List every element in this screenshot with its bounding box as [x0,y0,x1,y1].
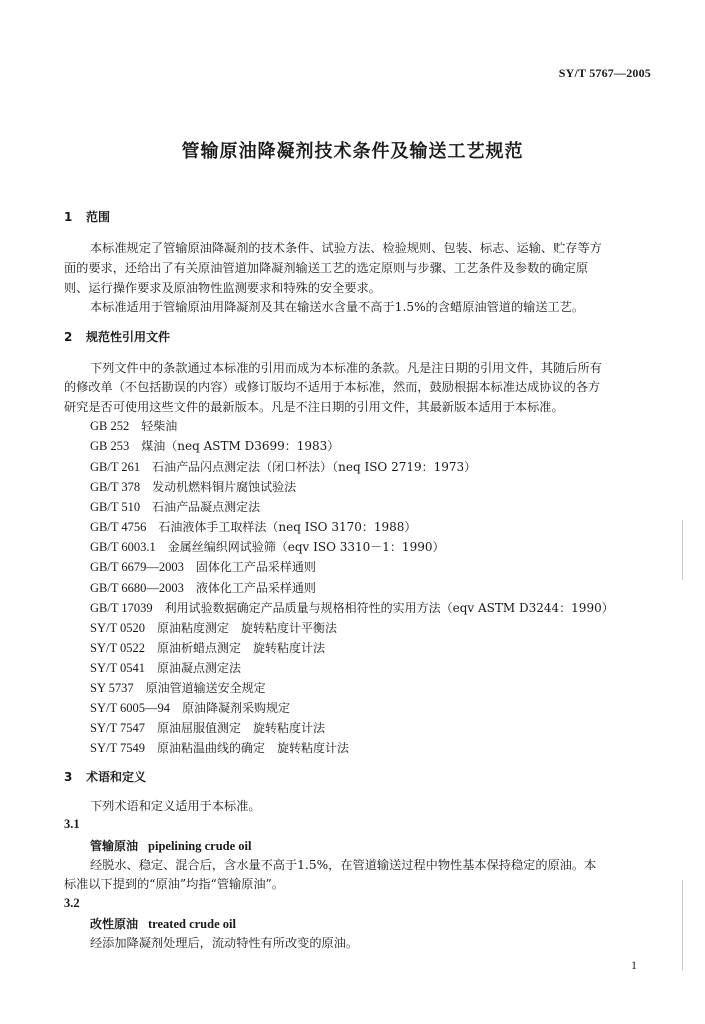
paragraph-line: 面的要求，还给出了有关原油管道加降凝剂输送工艺的选定原则与步骤、工艺条件及参数的确定原 [64,261,589,275]
paragraph-line: 下列文件中的条款通过本标准的引用而成为本标准的条款。凡是注日期的引用文件，其随后所有 [90,361,602,375]
reference-title: 原油析蜡点测定 旋转粘度计法 [157,641,326,655]
reference-item [90,639,325,656]
section-title: 规范性引用文件 [86,330,171,344]
reference-title: 原油降凝剂采购规定 [182,701,291,715]
reference-code: SY/T 7547 [90,721,145,735]
reference-code: GB/T 4756 [90,520,147,534]
reference-code: GB/T 6679—2003 [90,560,184,574]
reference-item [90,478,296,495]
reference-code: SY/T 0541 [90,661,145,675]
reference-code: SY/T 7549 [90,741,145,755]
term-heading [90,915,236,932]
reference-title: 石油产品闪点测定法（闭口杯法）（neq ISO 2719：1973） [152,460,477,474]
reference-code: SY/T 0522 [90,641,145,655]
page-number: 1 [631,958,637,972]
reference-item [90,659,241,676]
term-number: 3.1 [64,817,80,831]
standard-code: SY/T 5767—2005 [558,66,651,80]
reference-title: 发动机燃料铜片腐蚀试验法 [152,480,297,494]
reference-code: GB/T 378 [90,480,141,494]
reference-item [90,417,177,434]
reference-title: 原油粘度测定 旋转粘度计平衡法 [157,621,338,635]
section-number: 2 [64,330,73,344]
reference-title: 原油管道输送安全规定 [145,681,266,695]
reference-title: 金属丝编织网试验筛（eqv ISO 3310－1：1990） [167,540,445,554]
paragraph-line: 本标准规定了管输原油降凝剂的技术条件、试验方法、检验规则、包装、标志、运输、贮存等方 [90,241,602,255]
section-number: 1 [64,210,73,224]
paragraph-line: 标准以下提到的“原油”均指“管输原油”。 [64,877,284,891]
reference-title: 石油产品凝点测定法 [152,500,261,514]
paragraph-line: 的修改单（不包括勘误的内容）或修订版均不适用于本标准，然而，鼓励根据本标准达成协议的各方 [64,380,601,394]
reference-title: 利用试验数据确定产品质量与规格相符性的实用方法（eqv ASTM D3244：1990） [164,601,614,615]
reference-title: 轻柴油 [141,419,178,433]
section-1-heading [64,208,110,225]
reference-item [90,437,339,454]
reference-item [90,518,416,535]
reference-item [90,699,290,716]
scan-artifact [682,880,683,970]
paragraph-line: 下列术语和定义适用于本标准。 [90,799,261,813]
section-title: 术语和定义 [86,770,147,784]
section-2-heading [64,328,170,345]
reference-item [90,619,337,636]
reference-code: SY 5737 [90,681,134,695]
reference-code: SY/T 0520 [90,621,145,635]
paragraph-line: 则、运行操作要求及原油物性监测要求和特殊的安全要求。 [64,281,381,295]
paragraph-line: 经添加降凝剂处理后，流动特性有所改变的原油。 [90,936,359,950]
document-title: 管输原油降凝剂技术条件及输送工艺规范 [181,141,524,162]
reference-code: GB/T 6003.1 [90,540,156,554]
reference-item [90,538,444,555]
reference-item [90,498,260,515]
term-heading [90,837,252,854]
reference-title: 原油粘温曲线的确定 旋转粘度计法 [157,741,350,755]
reference-title: 石油液体手工取样法（neq ISO 3170：1988） [158,520,417,534]
reference-code: SY/T 6005—94 [90,701,170,715]
section-title: 范围 [86,210,111,224]
reference-title: 固体化工产品采样通则 [195,560,316,574]
scan-artifact [682,520,683,580]
term-en: pipelining crude oil [148,839,252,853]
reference-item [90,599,614,616]
term-number: 3.2 [64,896,80,910]
section-3-heading [64,768,146,785]
term-zh: 改性原油 [90,917,139,931]
paragraph-line: 本标准适用于管输原油用降凝剂及其在输送水含量不高于1.5%的含蜡原油管道的输送工艺。 [90,300,585,314]
reference-code: GB/T 510 [90,500,141,514]
reference-item [90,739,349,756]
reference-title: 液体化工产品采样通则 [195,581,316,595]
reference-title: 原油屈服值测定 旋转粘度计法 [157,721,326,735]
reference-item [90,719,325,736]
reference-item [90,679,266,696]
paragraph-line: 经脱水、稳定、混合后，含水量不高于1.5%，在管道输送过程中物性基本保持稳定的原油。本 [90,858,597,872]
reference-item [90,558,316,575]
reference-code: GB/T 261 [90,460,141,474]
reference-code: GB/T 17039 [90,601,153,615]
reference-code: GB/T 6680—2003 [90,581,184,595]
reference-code: GB 252 [90,419,130,433]
reference-title: 煤油（neq ASTM D3699：1983） [141,439,340,453]
reference-item [90,579,316,596]
paragraph-line: 研究是否可使用这些文件的最新版本。凡是不注日期的引用文件，其最新版本适用于本标准。 [64,400,564,414]
reference-item [90,458,476,475]
term-en: treated crude oil [148,917,236,931]
reference-title: 原油凝点测定法 [157,661,242,675]
term-zh: 管输原油 [90,839,139,853]
section-number: 3 [64,770,73,784]
reference-code: GB 253 [90,439,130,453]
